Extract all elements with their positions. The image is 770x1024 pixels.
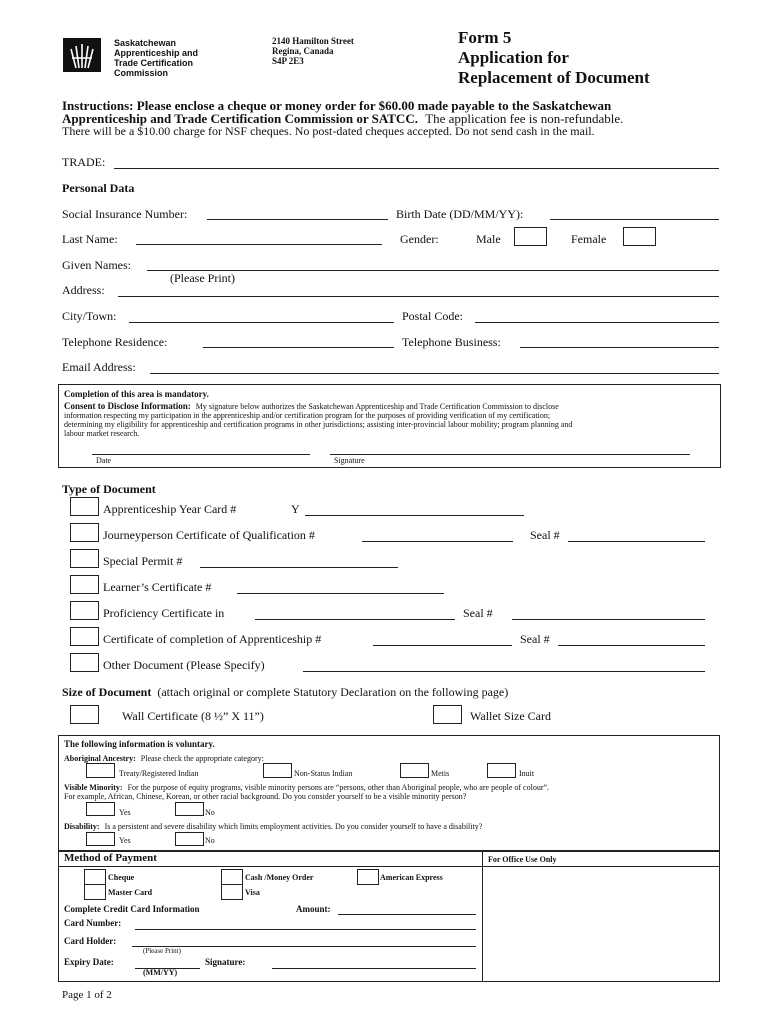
- instructions-line1: Instructions: Please enclose a cheque or money order for $60.00 made payable to the Saskatchewan: [62, 98, 612, 113]
- credit-info-label: Complete Credit Card Information: [64, 904, 200, 914]
- metis-label: Metis: [431, 769, 450, 778]
- personal-data-heading: Personal Data: [62, 181, 135, 195]
- wall-certificate-checkbox[interactable]: [70, 705, 99, 724]
- vm-text1: For the purpose of equity programs, visible minority persons are “persons, other than Aboriginal people, who are people of colour”.: [127, 783, 550, 792]
- org-name-1: Saskatchewan: [114, 38, 177, 48]
- cash-checkbox[interactable]: [221, 869, 243, 885]
- vm-no-label: No: [205, 808, 215, 817]
- amount-label: Amount:: [296, 904, 331, 914]
- consent-text1: My signature below authorizes the Saskatchewan Apprenticeship and Trade Certification Commission to disclose: [195, 402, 559, 411]
- completion-seal-label: Seal #: [520, 632, 550, 646]
- size-heading: Size of Document: [62, 685, 152, 699]
- completion-field[interactable]: [373, 645, 512, 646]
- learner-label: Learner’s Certificate #: [103, 580, 212, 594]
- vm-no-checkbox[interactable]: [175, 802, 204, 816]
- trade-label: TRADE:: [62, 155, 106, 169]
- instructions-line2-rest: The application fee is non-refundable.: [425, 111, 624, 126]
- address-city: Regina, Canada: [272, 46, 334, 56]
- wallet-card-label: Wallet Size Card: [470, 709, 552, 723]
- journey-label: Journeyperson Certificate of Qualification #: [103, 528, 315, 542]
- email-label: Email Address:: [62, 360, 136, 374]
- consent-text3: determining my eligibility for apprenticeship and certification programs in other jurisdictions; assisting inter-provincial labour mobility; program planning and: [64, 420, 573, 429]
- amex-label: American Express: [380, 873, 443, 882]
- consent-mandatory: Completion of this area is mandatory.: [64, 389, 209, 399]
- trade-field[interactable]: [114, 168, 719, 169]
- visa-label: Visa: [245, 888, 260, 897]
- payment-box: [58, 850, 720, 982]
- org-name-2: Apprenticeship and: [114, 48, 199, 58]
- vm-line1: [64, 783, 549, 792]
- year-card-y: Y: [291, 502, 300, 516]
- cash-label: Cash /Money Order: [245, 873, 314, 882]
- tel-res-field[interactable]: [203, 347, 394, 348]
- consent-line1: [64, 401, 559, 411]
- doc-type-heading: Type of Document: [62, 482, 156, 496]
- wall-certificate-label: Wall Certificate (8 ½” X 11”): [122, 709, 264, 723]
- tel-bus-label: Telephone Business:: [402, 335, 501, 349]
- dis-yes-checkbox[interactable]: [86, 832, 115, 846]
- office-use-divider: [482, 850, 483, 981]
- tel-bus-field[interactable]: [520, 347, 719, 348]
- inuit-label: Inuit: [519, 769, 535, 778]
- wallet-card-checkbox[interactable]: [433, 705, 462, 724]
- dis-no-label: No: [205, 836, 215, 845]
- card-holder-print-note: (Please Print): [143, 947, 181, 955]
- year-card-field[interactable]: [305, 515, 524, 516]
- card-holder-label: Card Holder:: [64, 936, 117, 946]
- proficiency-field[interactable]: [255, 619, 455, 620]
- cheque-checkbox[interactable]: [84, 869, 106, 885]
- address-label: Address:: [62, 283, 105, 297]
- consent-signature-label: Signature: [334, 456, 365, 465]
- dis-no-checkbox[interactable]: [175, 832, 204, 846]
- proficiency-seal-field[interactable]: [512, 619, 705, 620]
- cheque-label: Cheque: [108, 873, 135, 882]
- last-name-label: Last Name:: [62, 232, 118, 246]
- last-name-field[interactable]: [136, 244, 382, 245]
- card-holder-field[interactable]: [132, 946, 476, 947]
- vm-label: Visible Minority:: [64, 783, 123, 792]
- dis-yes-label: Yes: [119, 836, 131, 845]
- city-label: City/Town:: [62, 309, 117, 323]
- non-status-checkbox[interactable]: [263, 763, 292, 778]
- amount-field[interactable]: [338, 914, 476, 915]
- other-doc-field[interactable]: [303, 671, 705, 672]
- other-doc-label: Other Document (Please Specify): [103, 658, 265, 672]
- amex-checkbox[interactable]: [357, 869, 379, 885]
- org-logo: [63, 38, 101, 72]
- special-permit-checkbox[interactable]: [70, 549, 99, 568]
- size-heading-line: [62, 685, 508, 700]
- birth-date-label: Birth Date (DD/MM/YY):: [396, 207, 524, 221]
- special-permit-field[interactable]: [200, 567, 398, 568]
- size-heading-rest: (attach original or complete Statutory Declaration on the following page): [157, 685, 509, 699]
- aboriginal-line: [64, 754, 264, 763]
- completion-label: Certificate of completion of Apprenticeship #: [103, 632, 322, 646]
- journey-seal-label: Seal #: [530, 528, 560, 542]
- disability-label: Disability:: [64, 822, 100, 831]
- form-title-2: Replacement of Document: [458, 68, 650, 87]
- other-doc-checkbox[interactable]: [70, 653, 99, 672]
- special-permit-label: Special Permit #: [103, 554, 183, 568]
- card-number-field[interactable]: [135, 929, 476, 930]
- email-field[interactable]: [150, 373, 719, 374]
- org-name-4: Commission: [114, 68, 169, 78]
- consent-date-field[interactable]: [92, 454, 310, 455]
- female-label: Female: [571, 232, 607, 246]
- learner-field[interactable]: [237, 593, 444, 594]
- birth-date-field[interactable]: [550, 219, 719, 220]
- mastercard-label: Master Card: [108, 888, 153, 897]
- payment-heading: Method of Payment: [64, 852, 157, 864]
- treaty-label: Treaty/Registered Indian: [119, 769, 199, 778]
- postal-code-label: Postal Code:: [402, 309, 464, 323]
- proficiency-seal-label: Seal #: [463, 606, 493, 620]
- year-card-checkbox[interactable]: [70, 497, 99, 516]
- completion-checkbox[interactable]: [70, 627, 99, 646]
- given-names-label: Given Names:: [62, 258, 131, 272]
- consent-heading: Consent to Disclose Information:: [64, 401, 191, 411]
- please-print-note: (Please Print): [170, 271, 235, 285]
- address-field[interactable]: [118, 296, 719, 297]
- male-checkbox[interactable]: [514, 227, 547, 246]
- female-checkbox[interactable]: [623, 227, 656, 246]
- card-number-label: Card Number:: [64, 918, 122, 928]
- journey-checkbox[interactable]: [70, 523, 99, 542]
- proficiency-checkbox[interactable]: [70, 601, 99, 620]
- form-title-1: Application for: [458, 48, 569, 67]
- year-card-label: Apprenticeship Year Card #: [103, 502, 237, 516]
- voluntary-heading: The following information is voluntary.: [64, 739, 215, 749]
- treaty-checkbox[interactable]: [86, 763, 115, 778]
- metis-checkbox[interactable]: [400, 763, 429, 778]
- male-label: Male: [476, 232, 501, 246]
- address-street: 2140 Hamilton Street: [272, 36, 354, 46]
- vm-yes-label: Yes: [119, 808, 131, 817]
- journey-seal-field[interactable]: [568, 541, 705, 542]
- sin-label: Social Insurance Number:: [62, 207, 188, 221]
- city-field[interactable]: [129, 322, 394, 323]
- sin-field[interactable]: [207, 219, 388, 220]
- instructions-line3: There will be a $10.00 charge for NSF cheques. No post-dated cheques accepted. Do not send cash in the mail.: [62, 124, 595, 138]
- proficiency-label: Proficiency Certificate in: [103, 606, 225, 620]
- learner-checkbox[interactable]: [70, 575, 99, 594]
- disability-text: Is a persistent and severe disability which limits employment activities. Do you consider yourself to have a disability?: [104, 822, 483, 831]
- consent-text2: information respecting my participation in the apprenticeship and/or certification program for the purposes of providing verification of my certification;: [64, 411, 551, 420]
- office-use-label: For Office Use Only: [488, 855, 557, 864]
- completion-seal-field[interactable]: [558, 645, 705, 646]
- page-number: Page 1 of 2: [62, 989, 112, 1001]
- wheat-sheaf-icon: [63, 38, 101, 72]
- disability-line: [64, 822, 482, 831]
- mastercard-checkbox[interactable]: [84, 884, 106, 900]
- gender-label: Gender:: [400, 232, 439, 246]
- form-number: Form 5: [458, 28, 512, 47]
- payment-header-rule: [58, 866, 719, 867]
- visa-checkbox[interactable]: [221, 884, 243, 900]
- consent-text4: labour market research.: [64, 429, 140, 438]
- org-name-3: Trade Certification: [114, 58, 194, 68]
- vm-yes-checkbox[interactable]: [86, 802, 115, 816]
- inuit-checkbox[interactable]: [487, 763, 516, 778]
- non-status-label: Non-Status Indian: [294, 769, 353, 778]
- expiry-label: Expiry Date:: [64, 957, 114, 967]
- address-postal: S4P 2E3: [272, 56, 304, 66]
- consent-date-label: Date: [96, 456, 112, 465]
- aboriginal-text: Please check the appropriate category:: [140, 754, 264, 763]
- instructions-line2-bold: Apprenticeship and Trade Certification Commission or SATCC.: [62, 111, 418, 126]
- aboriginal-label: Aboriginal Ancestry:: [64, 754, 136, 763]
- mmyy-label: (MM/YY): [143, 968, 178, 977]
- payment-signature-field[interactable]: [272, 968, 476, 969]
- vm-text2: For example, African, Chinese, Korean, or other racial background. Do you consider yourself to be a visible minority person?: [64, 792, 467, 801]
- payment-signature-label: Signature:: [205, 957, 246, 967]
- consent-signature-field[interactable]: [330, 454, 690, 455]
- tel-res-label: Telephone Residence:: [62, 335, 168, 349]
- postal-code-field[interactable]: [475, 322, 719, 323]
- journey-field[interactable]: [362, 541, 513, 542]
